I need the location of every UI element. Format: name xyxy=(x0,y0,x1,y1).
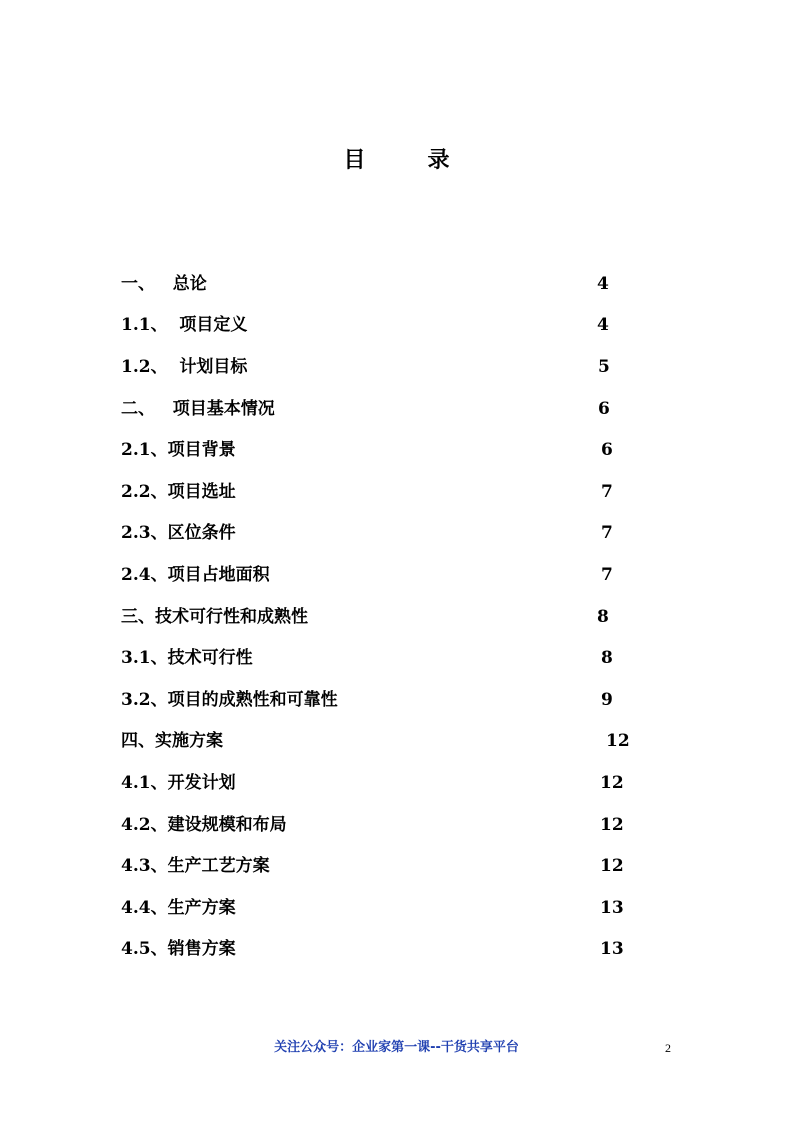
toc-entry-label: 4.4、生产方案 xyxy=(121,898,236,918)
toc-title-char-2: 录 xyxy=(427,147,450,173)
toc-entry-label: 一、 总论 xyxy=(121,274,207,294)
page-footer xyxy=(0,1037,793,1059)
toc-entry-label: 4.3、生产工艺方案 xyxy=(121,856,270,876)
toc-entry-label: 四、实施方案 xyxy=(121,731,223,751)
toc-entry-label: 3.1、技术可行性 xyxy=(121,648,253,668)
toc-entry[interactable] xyxy=(0,894,793,922)
toc-entry-label: 4.5、销售方案 xyxy=(121,939,236,959)
toc-entry[interactable] xyxy=(0,769,793,797)
toc-entry-page: 13 xyxy=(600,898,624,918)
toc-entry-label: 4.2、建设规模和布局 xyxy=(121,815,287,835)
toc-entry[interactable] xyxy=(0,353,793,381)
toc-entry-label: 3.2、项目的成熟性和可靠性 xyxy=(121,690,338,710)
toc-entry-label: 1.2、 计划目标 xyxy=(121,357,248,377)
toc-entry-label: 2.1、项目背景 xyxy=(121,440,236,460)
toc-entry-page: 12 xyxy=(600,773,624,793)
toc-entry[interactable] xyxy=(0,311,793,339)
toc-entry-page: 8 xyxy=(601,648,613,668)
toc-entry-page: 5 xyxy=(598,357,610,377)
toc-entry-page: 13 xyxy=(600,939,624,959)
toc-entry-label: 4.1、开发计划 xyxy=(121,773,236,793)
toc-entry-page: 12 xyxy=(600,815,624,835)
toc-entry-label: 1.1、 项目定义 xyxy=(121,315,248,335)
toc-entry-page: 7 xyxy=(601,565,613,585)
toc-entry-label: 2.3、区位条件 xyxy=(121,523,236,543)
toc-entry[interactable] xyxy=(0,935,793,963)
toc-entry[interactable] xyxy=(0,727,793,755)
toc-entry[interactable] xyxy=(0,519,793,547)
toc-entry-page: 7 xyxy=(601,482,613,502)
toc-entry[interactable] xyxy=(0,852,793,880)
toc-entry-page: 9 xyxy=(601,690,613,710)
footer-promo-text: 关注公众号：企业家第一课--干货共享平台 xyxy=(274,1040,519,1055)
page-number: 2 xyxy=(665,1041,671,1055)
toc-entry-page: 6 xyxy=(601,440,613,460)
toc-entry[interactable] xyxy=(0,478,793,506)
toc-entry-label: 2.2、项目选址 xyxy=(121,482,236,502)
toc-entry-page: 7 xyxy=(601,523,613,543)
toc-entry[interactable] xyxy=(0,436,793,464)
toc-entry[interactable] xyxy=(0,561,793,589)
toc-entry[interactable] xyxy=(0,603,793,631)
toc-entry[interactable] xyxy=(0,644,793,672)
toc-title xyxy=(0,145,793,175)
toc-title-char-1: 目 xyxy=(343,147,366,173)
toc-entry-page: 8 xyxy=(597,607,609,627)
toc-entry-page: 12 xyxy=(606,731,630,751)
toc-entry-page: 4 xyxy=(597,274,609,294)
toc-entry-page: 6 xyxy=(598,399,610,419)
toc-entry-label: 二、 项目基本情况 xyxy=(121,399,275,419)
toc-entry[interactable] xyxy=(0,811,793,839)
toc-entry-page: 4 xyxy=(597,315,609,335)
toc-entry[interactable] xyxy=(0,686,793,714)
toc-entry-label: 2.4、项目占地面积 xyxy=(121,565,270,585)
toc-entry-page: 12 xyxy=(600,856,624,876)
toc-entry-label: 三、技术可行性和成熟性 xyxy=(121,607,308,627)
toc-entry[interactable] xyxy=(0,395,793,423)
toc-entry[interactable] xyxy=(0,270,793,298)
